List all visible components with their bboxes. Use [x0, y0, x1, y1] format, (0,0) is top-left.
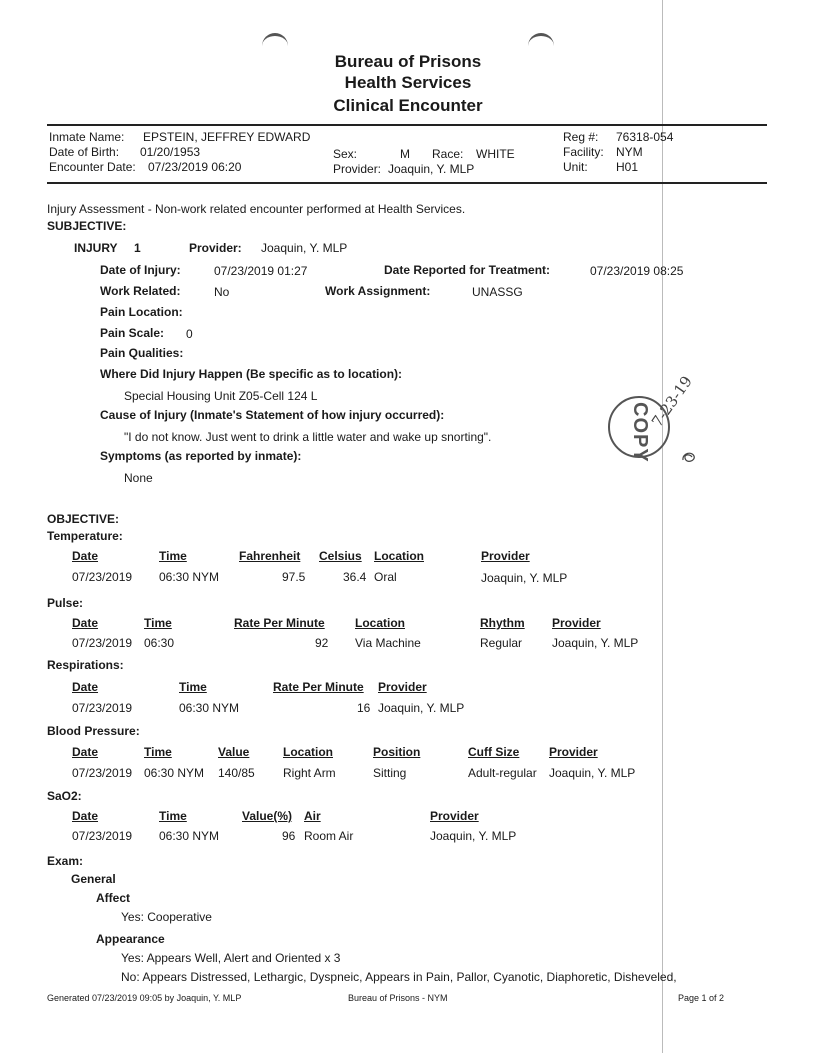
sao2-air: Room Air: [304, 829, 354, 843]
injury-number: 1: [134, 241, 141, 255]
temp-fahrenheit: 97.5: [282, 570, 306, 584]
temp-col-provider: Provider: [481, 549, 530, 563]
exam-general: General: [71, 872, 116, 886]
dept-title: Health Services: [344, 73, 472, 92]
facility-value: NYM: [616, 145, 643, 159]
pain-qualities-label: Pain Qualities:: [100, 346, 184, 360]
resp-col-rate: Rate Per Minute: [273, 680, 364, 694]
pulse-col-rate: Rate Per Minute: [234, 616, 325, 630]
sao2-col-provider: Provider: [430, 809, 479, 823]
footer-page: Page 1 of 2: [678, 993, 725, 1003]
date-of-injury: 07/23/2019 01:27: [214, 264, 308, 278]
inmate-name-label: Inmate Name:: [49, 130, 125, 144]
objective-heading: OBJECTIVE:: [47, 512, 120, 526]
assessment-line: Injury Assessment - Non-work related encounter performed at Health Services.: [47, 202, 466, 216]
copy-stamp-text: COPY: [629, 402, 651, 463]
pulse-col-provider: Provider: [552, 616, 601, 630]
pulse-col-date: Date: [72, 616, 99, 630]
exam-affect-yes: Yes: Cooperative: [121, 910, 212, 924]
temp-col-time: Time: [159, 549, 187, 563]
temp-location: Oral: [374, 570, 397, 584]
exam-appearance-yes: Yes: Appears Well, Alert and Oriented x 3: [121, 951, 341, 965]
injury-provider: Joaquin, Y. MLP: [261, 241, 348, 255]
sex-value: M: [400, 147, 410, 161]
pulse-time: 06:30: [144, 636, 175, 650]
blood-pressure-label: Blood Pressure:: [47, 724, 140, 738]
cause-label: Cause of Injury (Inmate's Statement of how injury occurred):: [100, 408, 445, 422]
header-rule-top: [47, 124, 767, 126]
race-label: Race:: [432, 147, 464, 161]
inmate-name: EPSTEIN, JEFFREY EDWARD: [143, 130, 311, 144]
respirations-label: Respirations:: [47, 658, 124, 672]
unit-value: H01: [616, 160, 639, 174]
initials-scribble-icon: [680, 448, 698, 466]
temp-col-date: Date: [72, 549, 99, 563]
sao2-col-air: Air: [304, 809, 321, 823]
header-rule-bottom: [47, 182, 767, 184]
pain-scale-label: Pain Scale:: [100, 326, 165, 340]
date-of-injury-label: Date of Injury:: [100, 263, 181, 277]
subjective-heading: SUBJECTIVE:: [47, 219, 127, 233]
doc-title: Clinical Encounter: [333, 96, 483, 115]
resp-provider: Joaquin, Y. MLP: [378, 701, 465, 715]
pulse-location: Via Machine: [355, 636, 421, 650]
handwritten-date: 7-23-19: [648, 372, 696, 431]
bp-position: Sitting: [373, 766, 407, 780]
footer-generated: Generated 07/23/2019 09:05 by Joaquin, Y. MLP: [47, 993, 242, 1003]
bp-col-position: Position: [373, 745, 421, 759]
org-title: Bureau of Prisons: [334, 52, 482, 71]
bp-time: 06:30 NYM: [144, 766, 205, 780]
sao2-date: 07/23/2019: [72, 829, 133, 843]
provider-value: Joaquin, Y. MLP: [388, 162, 475, 176]
resp-col-date: Date: [72, 680, 99, 694]
provider-label: Provider:: [333, 162, 382, 176]
bp-col-location: Location: [283, 745, 333, 759]
pulse-rate: 92: [315, 636, 329, 650]
bp-value: 140/85: [218, 766, 255, 780]
facility-label: Facility:: [563, 145, 604, 159]
sao2-col-value: Value(%): [242, 809, 293, 823]
temp-time: 06:30 NYM: [159, 570, 220, 584]
page-edge-line: [662, 0, 663, 1053]
pulse-col-location: Location: [355, 616, 405, 630]
exam-appearance-no: No: Appears Distressed, Lethargic, Dyspneic, Appears in Pain, Pallor, Cyanotic, Diaphoretic, Disheveled,: [121, 970, 677, 984]
pulse-date: 07/23/2019: [72, 636, 133, 650]
sao2-value: 96: [282, 829, 296, 843]
pain-location-label: Pain Location:: [100, 305, 183, 319]
race-value: WHITE: [476, 147, 515, 161]
sao2-provider: Joaquin, Y. MLP: [430, 829, 517, 843]
footer-center: Bureau of Prisons - NYM: [348, 993, 448, 1003]
resp-time: 06:30 NYM: [179, 701, 240, 715]
where-value: Special Housing Unit Z05-Cell 124 L: [124, 389, 318, 403]
exam-label: Exam:: [47, 854, 84, 868]
symptoms-value: None: [124, 471, 153, 485]
pulse-provider: Joaquin, Y. MLP: [552, 636, 639, 650]
bp-provider: Joaquin, Y. MLP: [549, 766, 636, 780]
pulse-label: Pulse:: [47, 596, 84, 610]
pulse-col-time: Time: [144, 616, 172, 630]
resp-rate: 16: [357, 701, 371, 715]
encounter-date: 07/23/2019 06:20: [148, 160, 242, 174]
exam-affect: Affect: [96, 891, 131, 905]
exam-appearance: Appearance: [96, 932, 165, 946]
symptoms-label: Symptoms (as reported by inmate):: [100, 449, 302, 463]
injury-label: INJURY: [74, 241, 118, 255]
bp-date: 07/23/2019: [72, 766, 133, 780]
punch-hole-right: [528, 33, 554, 54]
bp-col-date: Date: [72, 745, 99, 759]
pain-scale: 0: [186, 327, 193, 341]
bp-col-value: Value: [218, 745, 250, 759]
bp-col-provider: Provider: [549, 745, 598, 759]
bp-location: Right Arm: [283, 766, 336, 780]
resp-col-provider: Provider: [378, 680, 427, 694]
encounter-date-label: Encounter Date:: [49, 160, 136, 174]
temp-col-celsius: Celsius: [319, 549, 362, 563]
resp-date: 07/23/2019: [72, 701, 133, 715]
cause-value: "I do not know. Just went to drink a little water and wake up snorting".: [124, 430, 492, 444]
unit-label: Unit:: [563, 160, 588, 174]
sex-label: Sex:: [333, 147, 358, 161]
temp-date: 07/23/2019: [72, 570, 133, 584]
where-label: Where Did Injury Happen (Be specific as to location):: [100, 367, 403, 381]
temp-col-location: Location: [374, 549, 424, 563]
pulse-col-rhythm: Rhythm: [480, 616, 525, 630]
temp-celsius: 36.4: [343, 570, 367, 584]
injury-provider-label: Provider:: [189, 241, 242, 255]
work-related: No: [214, 285, 230, 299]
dob-value: 01/20/1953: [140, 145, 201, 159]
date-reported: 07/23/2019 08:25: [590, 264, 684, 278]
bp-cuff-size: Adult-regular: [468, 766, 537, 780]
sao2-label: SaO2:: [47, 789, 82, 803]
date-reported-label: Date Reported for Treatment:: [384, 263, 551, 277]
punch-hole-left: [262, 33, 288, 54]
dob-label: Date of Birth:: [49, 145, 120, 159]
resp-col-time: Time: [179, 680, 207, 694]
sao2-col-date: Date: [72, 809, 99, 823]
pulse-rhythm: Regular: [480, 636, 523, 650]
reg-value: 76318-054: [616, 130, 674, 144]
sao2-col-time: Time: [159, 809, 187, 823]
bp-col-time: Time: [144, 745, 172, 759]
work-related-label: Work Related:: [100, 284, 181, 298]
work-assignment: UNASSG: [472, 285, 523, 299]
temperature-label: Temperature:: [47, 529, 123, 543]
work-assignment-label: Work Assignment:: [325, 284, 431, 298]
temp-col-fahrenheit: Fahrenheit: [239, 549, 301, 563]
sao2-time: 06:30 NYM: [159, 829, 220, 843]
temp-provider: Joaquin, Y. MLP: [481, 571, 568, 585]
reg-label: Reg #:: [563, 130, 599, 144]
bp-col-cuff-size: Cuff Size: [468, 745, 520, 759]
